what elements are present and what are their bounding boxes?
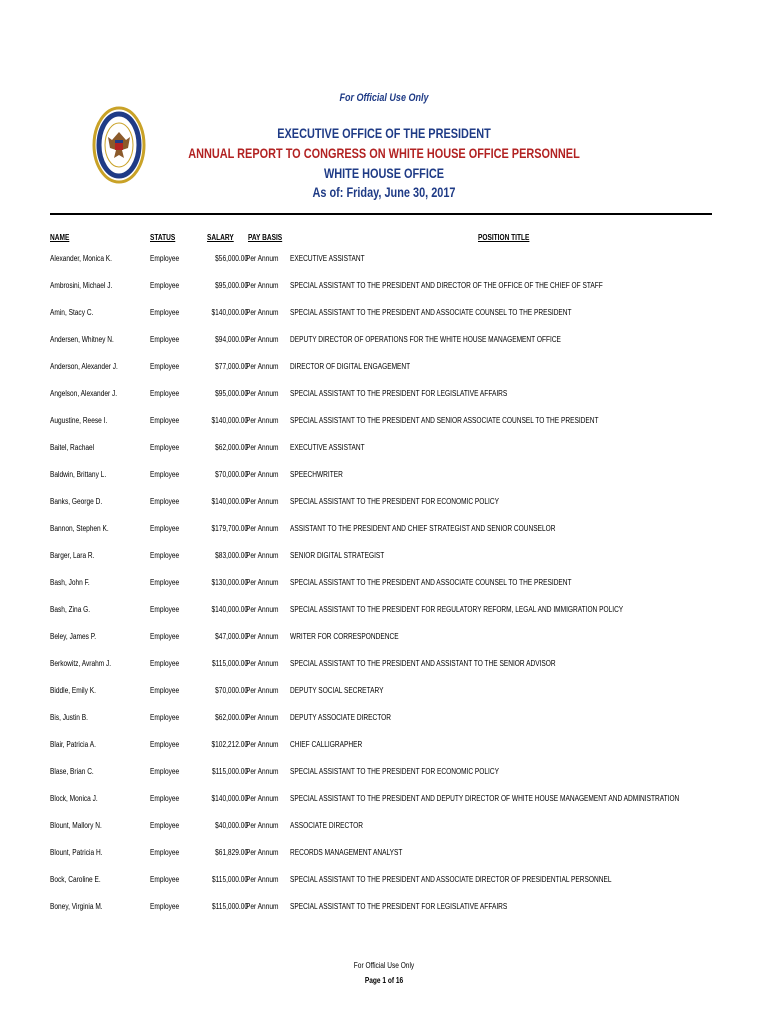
cell-pay-basis: Per Annum xyxy=(246,443,279,452)
cell-status: Employee xyxy=(150,578,180,587)
cell-salary: $77,000.00 xyxy=(215,362,248,371)
cell-name: Boney, Virginia M. xyxy=(50,902,103,911)
cell-pay-basis: Per Annum xyxy=(246,416,279,425)
cell-position-title: SPECIAL ASSISTANT TO THE PRESIDENT AND DEPUTY DIRECTOR OF WHITE HOUSE MANAGEMENT AND ADMINISTRATION xyxy=(290,794,680,803)
cell-position-title: SPECIAL ASSISTANT TO THE PRESIDENT AND ASSOCIATE DIRECTOR OF PRESIDENTIAL PERSONNEL xyxy=(290,875,612,884)
cell-pay-basis: Per Annum xyxy=(246,389,279,398)
cell-status: Employee xyxy=(150,632,180,641)
cell-name: Alexander, Monica K. xyxy=(50,254,112,263)
cell-position-title: SPECIAL ASSISTANT TO THE PRESIDENT AND ASSOCIATE COUNSEL TO THE PRESIDENT xyxy=(290,578,572,587)
report-heading-unit: WHITE HOUSE OFFICE xyxy=(323,165,445,181)
cell-salary: $179,700.00 xyxy=(211,524,248,533)
cell-pay-basis: Per Annum xyxy=(246,497,279,506)
table-row xyxy=(0,551,768,563)
cell-name: Anderson, Alexander J. xyxy=(50,362,118,371)
column-header-salary: SALARY xyxy=(207,233,234,242)
cell-pay-basis: Per Annum xyxy=(246,551,279,560)
cell-status: Employee xyxy=(150,416,180,425)
cell-status: Employee xyxy=(150,875,180,884)
cell-pay-basis: Per Annum xyxy=(246,362,279,371)
cell-pay-basis: Per Annum xyxy=(246,686,279,695)
cell-pay-basis: Per Annum xyxy=(246,524,279,533)
table-row xyxy=(0,389,768,401)
cell-pay-basis: Per Annum xyxy=(246,767,279,776)
table-row xyxy=(0,686,768,698)
cell-status: Employee xyxy=(150,551,180,560)
cell-status: Employee xyxy=(150,362,180,371)
table-row xyxy=(0,443,768,455)
footer-official-use: For Official Use Only xyxy=(353,961,415,970)
table-row xyxy=(0,362,768,374)
cell-salary: $62,000.00 xyxy=(215,713,248,722)
table-row xyxy=(0,497,768,509)
cell-salary: $40,000.00 xyxy=(215,821,248,830)
cell-pay-basis: Per Annum xyxy=(246,821,279,830)
cell-name: Banks, George D. xyxy=(50,497,103,506)
column-header-pay-basis: PAY BASIS xyxy=(248,233,283,242)
cell-pay-basis: Per Annum xyxy=(246,875,279,884)
report-heading-office: EXECUTIVE OFFICE OF THE PRESIDENT xyxy=(277,125,491,141)
cell-salary: $140,000.00 xyxy=(211,605,248,614)
cell-name: Biddle, Emily K. xyxy=(50,686,96,695)
column-header-position-title: POSITION TITLE xyxy=(478,233,530,242)
column-header-status: STATUS xyxy=(150,233,176,242)
cell-position-title: SPECIAL ASSISTANT TO THE PRESIDENT FOR LEGISLATIVE AFFAIRS xyxy=(290,389,508,398)
cell-position-title: ASSOCIATE DIRECTOR xyxy=(290,821,364,830)
cell-position-title: EXECUTIVE ASSISTANT xyxy=(290,254,365,263)
cell-position-title: SENIOR DIGITAL STRATEGIST xyxy=(290,551,385,560)
cell-position-title: SPEECHWRITER xyxy=(290,470,343,479)
cell-salary: $140,000.00 xyxy=(211,416,248,425)
cell-name: Bis, Justin B. xyxy=(50,713,88,722)
cell-position-title: SPECIAL ASSISTANT TO THE PRESIDENT FOR ECONOMIC POLICY xyxy=(290,767,499,776)
cell-status: Employee xyxy=(150,659,180,668)
cell-position-title: SPECIAL ASSISTANT TO THE PRESIDENT AND SENIOR ASSOCIATE COUNSEL TO THE PRESIDENT xyxy=(290,416,599,425)
cell-salary: $130,000.00 xyxy=(211,578,248,587)
cell-status: Employee xyxy=(150,497,180,506)
cell-status: Employee xyxy=(150,740,180,749)
cell-salary: $62,000.00 xyxy=(215,443,248,452)
cell-salary: $115,000.00 xyxy=(211,875,248,884)
table-row xyxy=(0,578,768,590)
cell-pay-basis: Per Annum xyxy=(246,578,279,587)
cell-salary: $95,000.00 xyxy=(215,389,248,398)
cell-position-title: SPECIAL ASSISTANT TO THE PRESIDENT AND ASSOCIATE COUNSEL TO THE PRESIDENT xyxy=(290,308,572,317)
table-row xyxy=(0,821,768,833)
cell-salary: $115,000.00 xyxy=(211,902,248,911)
cell-position-title: DEPUTY SOCIAL SECRETARY xyxy=(290,686,384,695)
header-divider xyxy=(50,213,712,215)
cell-pay-basis: Per Annum xyxy=(246,659,279,668)
cell-position-title: SPECIAL ASSISTANT TO THE PRESIDENT AND DIRECTOR OF THE OFFICE OF THE CHIEF OF STAFF xyxy=(290,281,603,290)
cell-name: Amin, Stacy C. xyxy=(50,308,94,317)
cell-salary: $140,000.00 xyxy=(211,308,248,317)
cell-name: Augustine, Reese I. xyxy=(50,416,108,425)
cell-status: Employee xyxy=(150,281,180,290)
table-row xyxy=(0,659,768,671)
column-header-name: NAME xyxy=(50,233,70,242)
cell-salary: $56,000.00 xyxy=(215,254,248,263)
cell-status: Employee xyxy=(150,713,180,722)
cell-pay-basis: Per Annum xyxy=(246,902,279,911)
cell-salary: $115,000.00 xyxy=(211,659,248,668)
cell-salary: $70,000.00 xyxy=(215,686,248,695)
cell-name: Andersen, Whitney N. xyxy=(50,335,114,344)
cell-name: Angelson, Alexander J. xyxy=(50,389,118,398)
page-number: Page 1 of 16 xyxy=(364,976,404,985)
cell-salary: $61,829.00 xyxy=(215,848,248,857)
cell-salary: $140,000.00 xyxy=(211,794,248,803)
cell-salary: $70,000.00 xyxy=(215,470,248,479)
cell-position-title: SPECIAL ASSISTANT TO THE PRESIDENT FOR ECONOMIC POLICY xyxy=(290,497,499,506)
cell-pay-basis: Per Annum xyxy=(246,254,279,263)
cell-pay-basis: Per Annum xyxy=(246,794,279,803)
cell-name: Berkowitz, Avrahm J. xyxy=(50,659,112,668)
cell-salary: $83,000.00 xyxy=(215,551,248,560)
cell-name: Blount, Mallory N. xyxy=(50,821,102,830)
cell-name: Bannon, Stephen K. xyxy=(50,524,109,533)
table-row xyxy=(0,335,768,347)
table-row xyxy=(0,524,768,536)
cell-status: Employee xyxy=(150,335,180,344)
cell-salary: $95,000.00 xyxy=(215,281,248,290)
cell-status: Employee xyxy=(150,443,180,452)
cell-salary: $102,212.00 xyxy=(211,740,248,749)
cell-position-title: CHIEF CALLIGRAPHER xyxy=(290,740,363,749)
cell-salary: $140,000.00 xyxy=(211,497,248,506)
cell-pay-basis: Per Annum xyxy=(246,632,279,641)
cell-name: Blair, Patricia A. xyxy=(50,740,96,749)
table-row xyxy=(0,416,768,428)
cell-salary: $115,000.00 xyxy=(211,767,248,776)
cell-position-title: ASSISTANT TO THE PRESIDENT AND CHIEF STRATEGIST AND SENIOR COUNSELOR xyxy=(290,524,556,533)
table-row xyxy=(0,875,768,887)
cell-name: Blase, Brian C. xyxy=(50,767,94,776)
cell-position-title: SPECIAL ASSISTANT TO THE PRESIDENT FOR LEGISLATIVE AFFAIRS xyxy=(290,902,508,911)
table-row xyxy=(0,902,768,914)
cell-name: Bash, John F. xyxy=(50,578,90,587)
cell-pay-basis: Per Annum xyxy=(246,848,279,857)
cell-salary: $94,000.00 xyxy=(215,335,248,344)
cell-status: Employee xyxy=(150,902,180,911)
cell-pay-basis: Per Annum xyxy=(246,335,279,344)
cell-position-title: WRITER FOR CORRESPONDENCE xyxy=(290,632,399,641)
table-row xyxy=(0,632,768,644)
cell-name: Baldwin, Brittany L. xyxy=(50,470,107,479)
cell-name: Bock, Caroline E. xyxy=(50,875,101,884)
table-row xyxy=(0,254,768,266)
cell-status: Employee xyxy=(150,848,180,857)
cell-pay-basis: Per Annum xyxy=(246,281,279,290)
cell-position-title: SPECIAL ASSISTANT TO THE PRESIDENT AND ASSISTANT TO THE SENIOR ADVISOR xyxy=(290,659,556,668)
cell-name: Barger, Lara R. xyxy=(50,551,95,560)
cell-pay-basis: Per Annum xyxy=(246,470,279,479)
cell-status: Employee xyxy=(150,308,180,317)
table-row xyxy=(0,740,768,752)
cell-name: Ambrosini, Michael J. xyxy=(50,281,113,290)
cell-status: Employee xyxy=(150,254,180,263)
cell-status: Employee xyxy=(150,821,180,830)
cell-position-title: RECORDS MANAGEMENT ANALYST xyxy=(290,848,403,857)
cell-name: Baitel, Rachael xyxy=(50,443,95,452)
table-row xyxy=(0,470,768,482)
table-row xyxy=(0,308,768,320)
cell-status: Employee xyxy=(150,767,180,776)
cell-name: Bash, Zina G. xyxy=(50,605,91,614)
report-heading-date: As of: Friday, June 30, 2017 xyxy=(312,184,456,200)
cell-name: Block, Monica J. xyxy=(50,794,98,803)
report-heading-title: ANNUAL REPORT TO CONGRESS ON WHITE HOUSE OFFICE PERSONNEL xyxy=(188,145,580,161)
cell-status: Employee xyxy=(150,605,180,614)
cell-status: Employee xyxy=(150,389,180,398)
table-row xyxy=(0,605,768,617)
cell-position-title: EXECUTIVE ASSISTANT xyxy=(290,443,365,452)
cell-name: Beley, James P. xyxy=(50,632,97,641)
cell-pay-basis: Per Annum xyxy=(246,740,279,749)
table-row xyxy=(0,848,768,860)
cell-status: Employee xyxy=(150,524,180,533)
table-row xyxy=(0,794,768,806)
cell-position-title: DIRECTOR OF DIGITAL ENGAGEMENT xyxy=(290,362,411,371)
cell-pay-basis: Per Annum xyxy=(246,713,279,722)
cell-pay-basis: Per Annum xyxy=(246,605,279,614)
cell-salary: $47,000.00 xyxy=(215,632,248,641)
cell-position-title: SPECIAL ASSISTANT TO THE PRESIDENT FOR REGULATORY REFORM, LEGAL AND IMMIGRATION POLICY xyxy=(290,605,624,614)
table-row xyxy=(0,713,768,725)
cell-status: Employee xyxy=(150,794,180,803)
table-row xyxy=(0,281,768,293)
cell-status: Employee xyxy=(150,470,180,479)
cell-position-title: DEPUTY ASSOCIATE DIRECTOR xyxy=(290,713,391,722)
cell-name: Blount, Patricia H. xyxy=(50,848,103,857)
official-use-header: For Official Use Only xyxy=(339,92,429,104)
cell-position-title: DEPUTY DIRECTOR OF OPERATIONS FOR THE WHITE HOUSE MANAGEMENT OFFICE xyxy=(290,335,561,344)
cell-status: Employee xyxy=(150,686,180,695)
table-row xyxy=(0,767,768,779)
cell-pay-basis: Per Annum xyxy=(246,308,279,317)
